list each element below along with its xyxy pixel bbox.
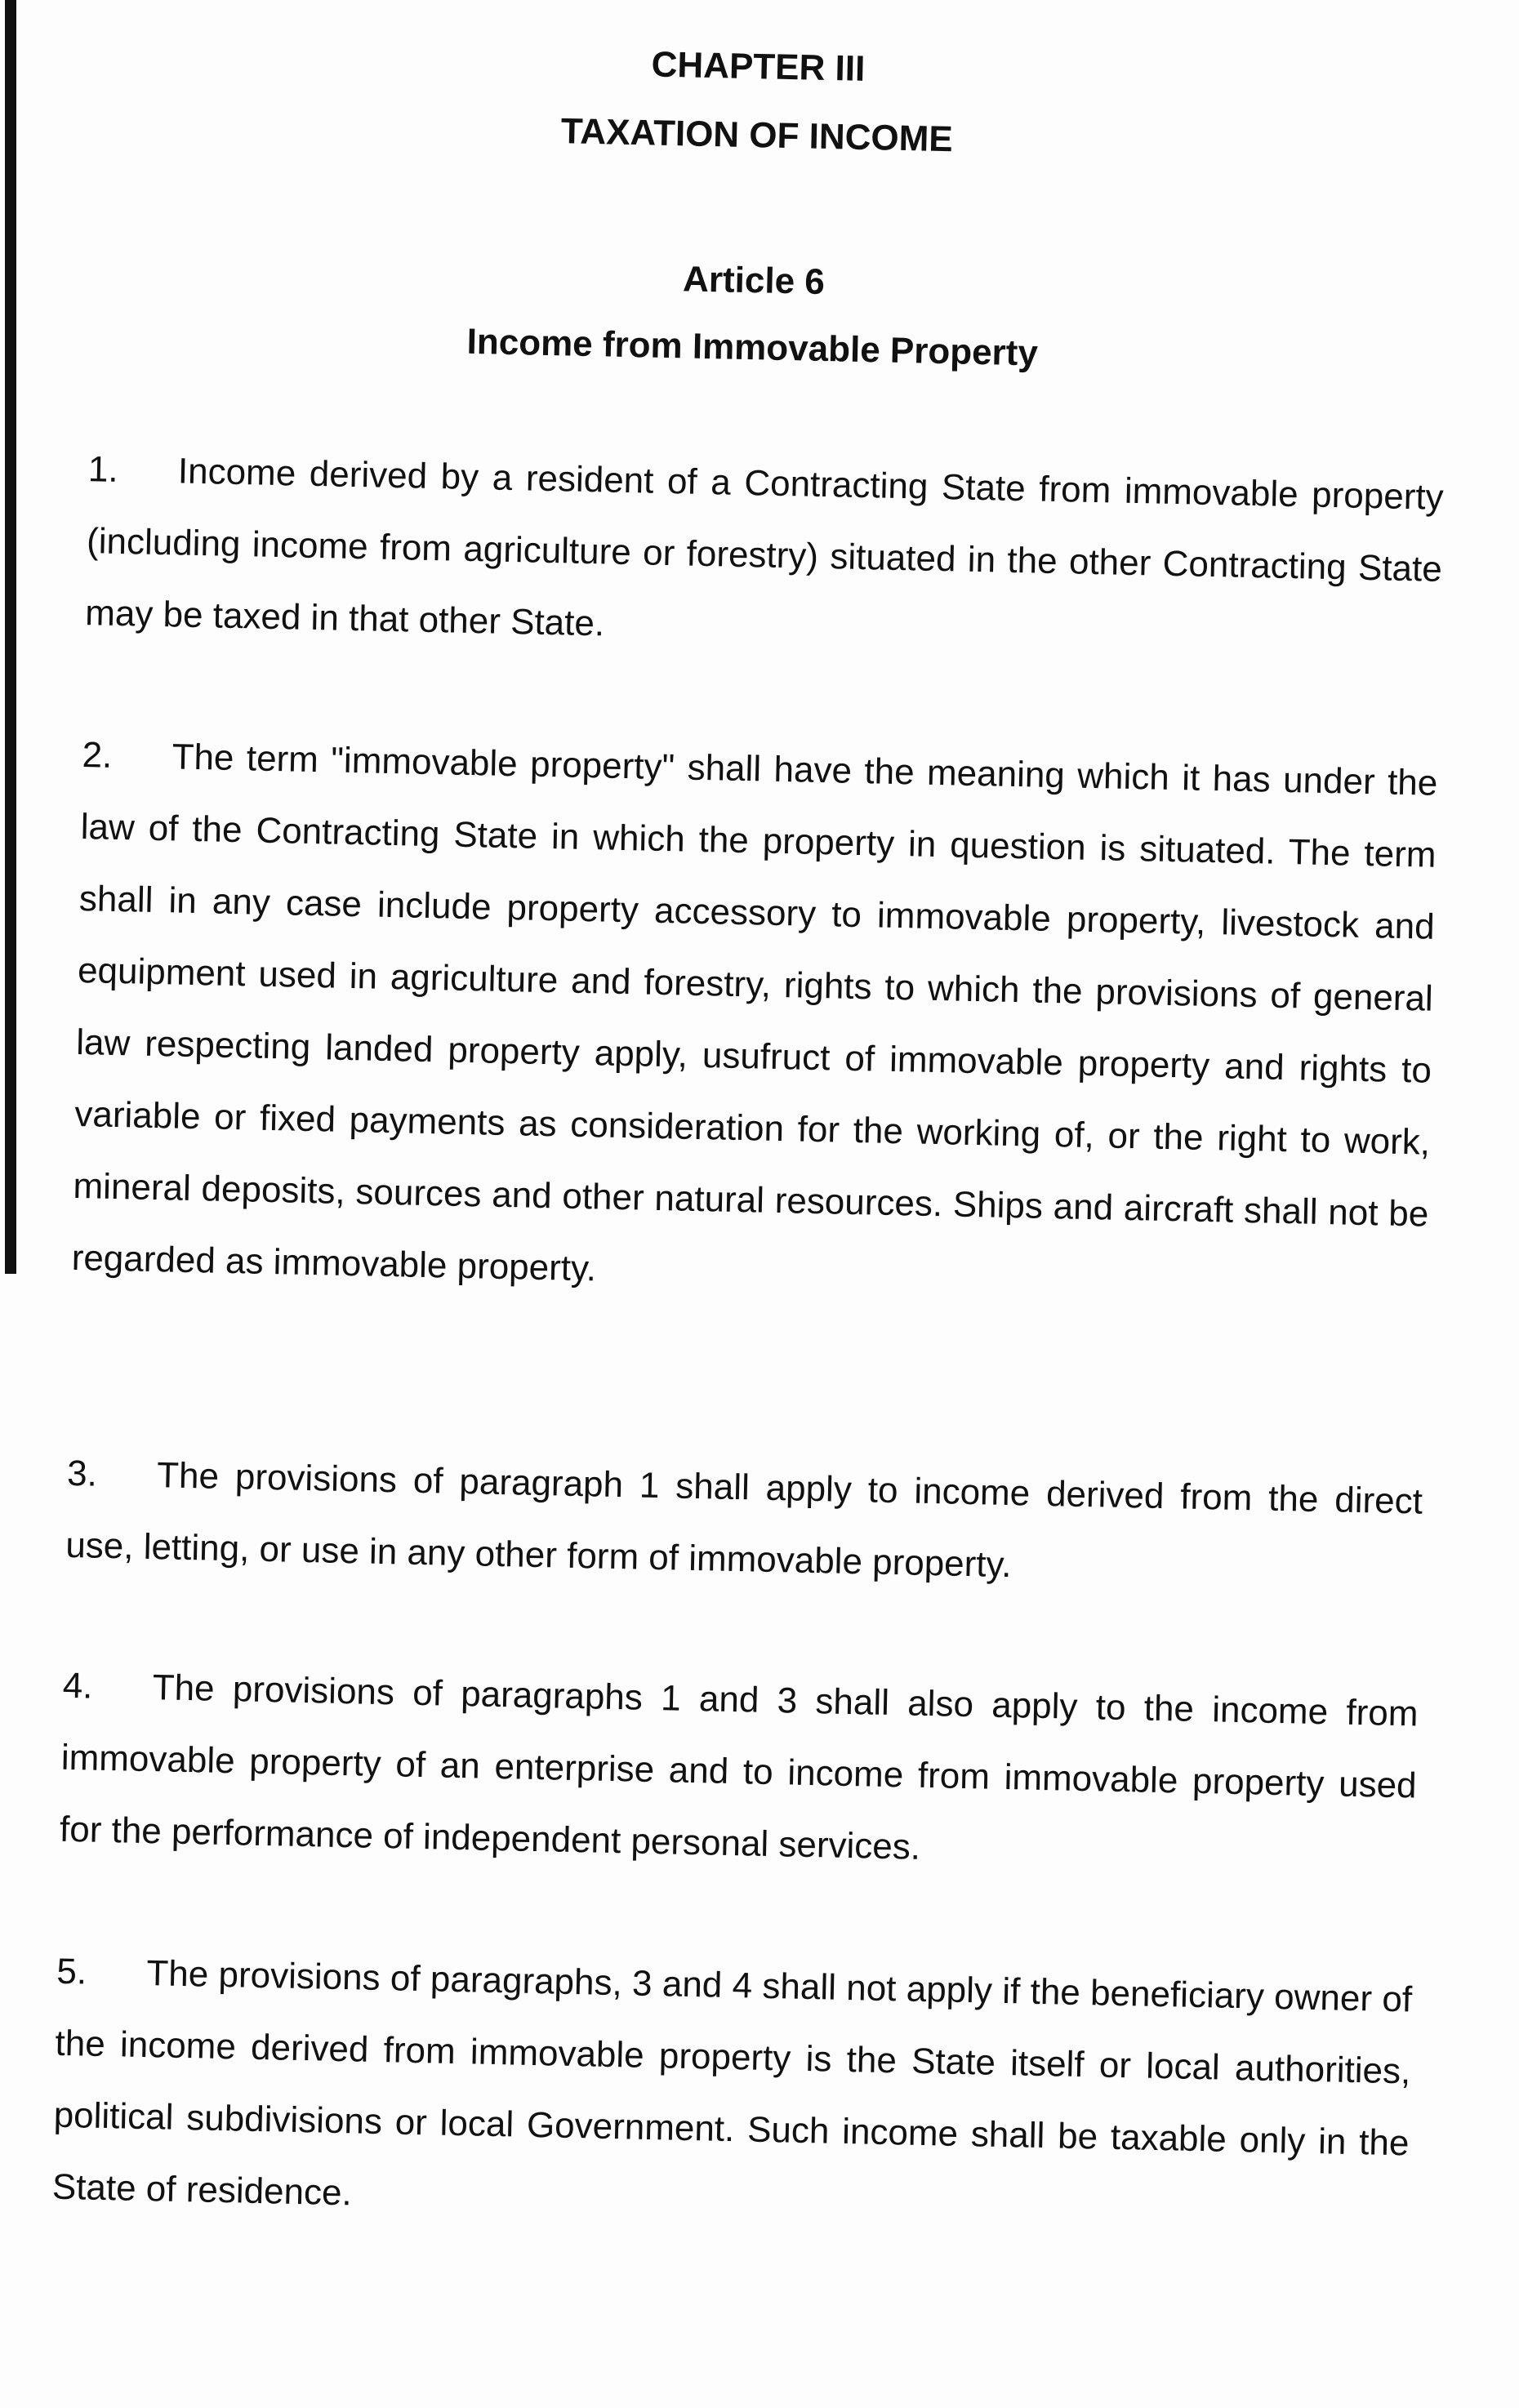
- paragraph-2: [71, 719, 1438, 1323]
- paragraph-text: Income derived by a resident of a Contracting State from immovable property (including income from agriculture or forestry) situated in the other Contracting State may be taxed in that other State.: [84, 451, 1445, 644]
- paragraph-text: The provisions of paragraph 1 shall apply to income derived from the direct use, letting, or use in any other form of immovable property.: [65, 1455, 1423, 1586]
- scan-edge-shadow: [5, 0, 16, 1274]
- chapter-label: CHAPTER III: [651, 44, 866, 89]
- paragraph-number: 3.: [66, 1453, 98, 1494]
- paragraph-text: The term "immovable property" shall have the meaning which it has under the law of the Contracting State in which the property in question is situated. The term shall in any case include property accessory to immovable property, livestock and equipment used in agriculture and forestry, rights to which the provisions of general law respecting landed property apply, usufruct of immovable property and rights to variable or fixed payments as consideration for the working of, or the right to work, mineral deposits, sources and other natural resources. Ships and aircraft shall not be regarded as immovable property.: [71, 737, 1438, 1289]
- paragraph-number: 1.: [87, 449, 119, 490]
- paragraph-1: [84, 434, 1444, 678]
- paragraph-number: 4.: [62, 1665, 93, 1707]
- paragraph-number: 5.: [56, 1951, 87, 1992]
- article-label: Article 6: [682, 259, 826, 302]
- document-body: [49, 0, 1470, 2214]
- article-title: Income from Immovable Property: [466, 321, 1039, 374]
- paragraph-number: 2.: [82, 735, 113, 776]
- paragraph-text: The provisions of paragraphs 1 and 3 shall also apply to the income from immovable property of an enterprise and to income from immovable property used for the performance of independent personal services.: [59, 1667, 1419, 1867]
- paragraph-4: [59, 1650, 1419, 1894]
- paragraph-5: [51, 1936, 1413, 2252]
- paragraph-3: [65, 1438, 1423, 1610]
- chapter-title: TAXATION OF INCOME: [560, 111, 954, 160]
- paragraph-text: The provisions of paragraphs, 3 and 4 shall not apply if the beneficiary owner of the income derived from immovable property is the State itself or local authorities, political subdivisions or local Government. Such income shall be taxable only in the State of residence.: [51, 1953, 1413, 2214]
